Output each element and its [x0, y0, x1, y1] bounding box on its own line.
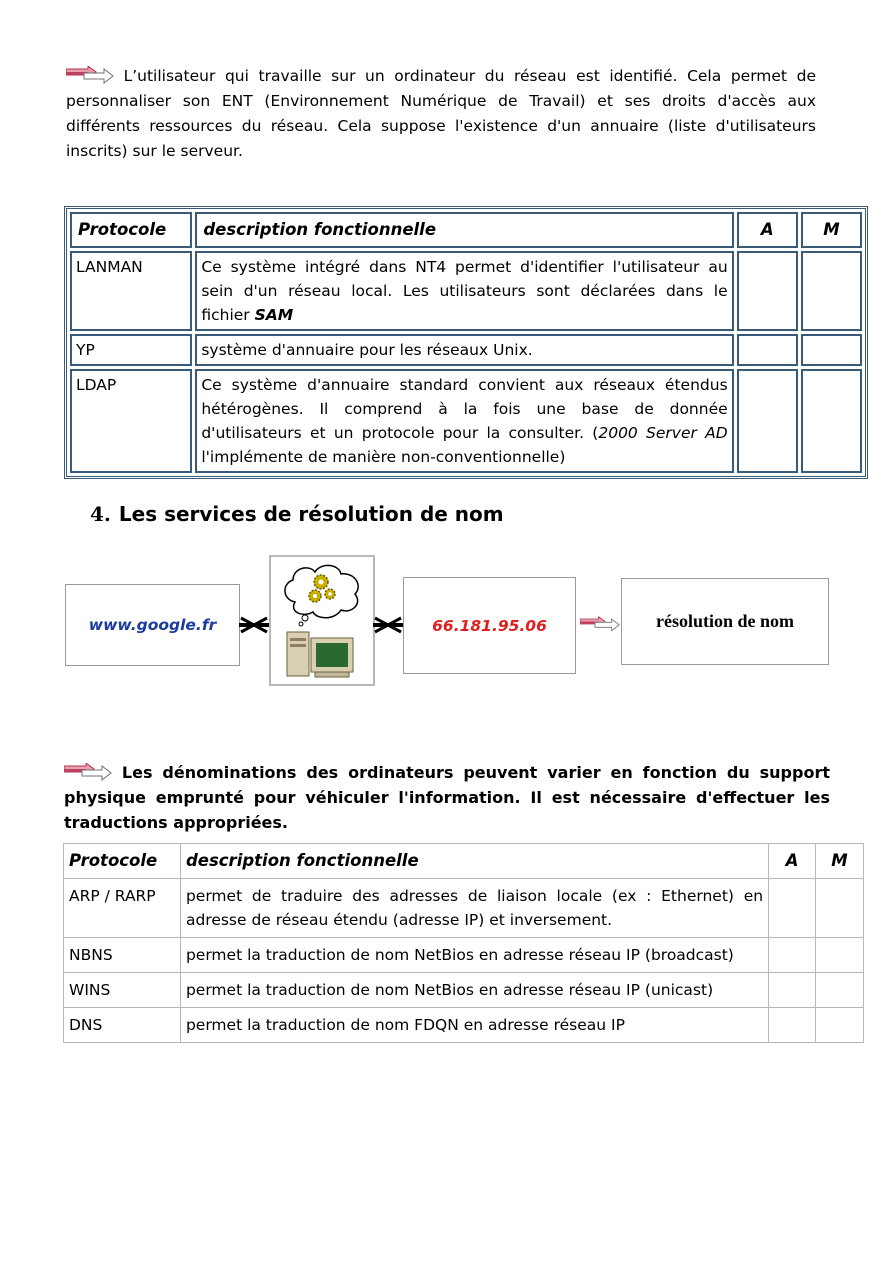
table-row [70, 251, 862, 331]
protocol-cell: YP [70, 334, 192, 366]
double-arrow-icon [64, 763, 112, 781]
description-cell: système d'annuaire pour les réseaux Unix. [195, 334, 733, 366]
a-cell [737, 334, 798, 366]
auth-protocols-table [64, 206, 868, 479]
header-protocol: Protocole [64, 844, 181, 879]
intro-text: L’utilisateur qui travaille sur un ordinateur du réseau est identifié. Cela permet de personnaliser son ENT (Environnement Numérique de Travail) et ses droits d'accès aux différents ressources du réseau. Cela suppose l'existence d'un annuaire (liste d'utilisateurs inscrits) sur le serveur. [66, 67, 816, 160]
protocol-cell: LDAP [70, 369, 192, 473]
dns-server-icon [275, 562, 369, 680]
url-text: www.google.fr [88, 616, 217, 634]
m-cell [801, 334, 862, 366]
naming-paragraph [64, 760, 830, 835]
resolution-label-box [621, 578, 829, 665]
table-row [64, 973, 864, 1008]
section-heading [90, 502, 504, 526]
table-row [70, 334, 862, 366]
description-cell: Ce système d'annuaire standard convient aux réseaux étendus hétérogènes. Il comprend à la fois une base de donnée d'utilisateurs et un protocole pour la consulter. (2000 Server AD l'implémente de manière non-conventionnelle) [195, 369, 733, 473]
m-cell [801, 369, 862, 473]
description-cell: permet de traduire des adresses de liaison locale (ex : Ethernet) en adresse de réseau étendu (adresse IP) et inversement. [180, 879, 768, 938]
m-cell [801, 251, 862, 331]
intro-paragraph [66, 64, 816, 164]
double-arrow-icon [580, 616, 620, 632]
header-a: A [737, 212, 798, 248]
table-header-row [64, 844, 864, 879]
protocol-cell: LANMAN [70, 251, 192, 331]
a-cell [737, 251, 798, 331]
connector-icon [239, 616, 269, 634]
section-number: 4. [90, 502, 111, 526]
section-title: Les services de résolution de nom [118, 502, 504, 526]
description-cell: permet la traduction de nom NetBios en adresse réseau IP (unicast) [180, 973, 768, 1008]
header-description: description fonctionnelle [180, 844, 768, 879]
description-cell: Ce système intégré dans NT4 permet d'identifier l'utilisateur au sein d'un réseau local. Les utilisateurs sont déclarées dans le fichier SAM [195, 251, 733, 331]
a-cell [737, 369, 798, 473]
table-header-row [70, 212, 862, 248]
resolution-label: résolution de nom [655, 611, 794, 631]
m-cell [816, 973, 864, 1008]
m-cell [816, 938, 864, 973]
header-description: description fonctionnelle [195, 212, 733, 248]
sam-term: SAM [254, 306, 294, 324]
naming-text: Les dénominations des ordinateurs peuvent varier en fonction du support physique emprunté pour véhiculer l'information. Il est nécessaire d'effectuer les traductions appropriées. [64, 763, 830, 832]
table-row [70, 369, 862, 473]
a-cell [769, 1008, 816, 1043]
description-cell: permet la traduction de nom NetBios en adresse réseau IP (broadcast) [180, 938, 768, 973]
header-protocol: Protocole [70, 212, 192, 248]
description-cell: permet la traduction de nom FDQN en adresse réseau IP [180, 1008, 768, 1043]
ip-text: 66.181.95.06 [432, 616, 547, 635]
url-box [65, 584, 240, 666]
double-arrow-icon [66, 66, 114, 84]
m-cell [816, 1008, 864, 1043]
table-row [64, 1008, 864, 1043]
ip-box [403, 577, 576, 674]
header-a: A [769, 844, 816, 879]
a-cell [769, 973, 816, 1008]
protocol-cell: NBNS [64, 938, 181, 973]
m-cell [816, 879, 864, 938]
table-row [64, 938, 864, 973]
a-cell [769, 879, 816, 938]
protocol-cell: WINS [64, 973, 181, 1008]
table-row [64, 879, 864, 938]
server-ad-term: 2000 Server AD [598, 424, 728, 442]
protocol-cell: ARP / RARP [64, 879, 181, 938]
server-box [269, 555, 375, 686]
resolution-protocols-table [63, 843, 864, 1043]
header-m: M [801, 212, 862, 248]
a-cell [769, 938, 816, 973]
connector-icon [373, 616, 403, 634]
protocol-cell: DNS [64, 1008, 181, 1043]
header-m: M [816, 844, 864, 879]
